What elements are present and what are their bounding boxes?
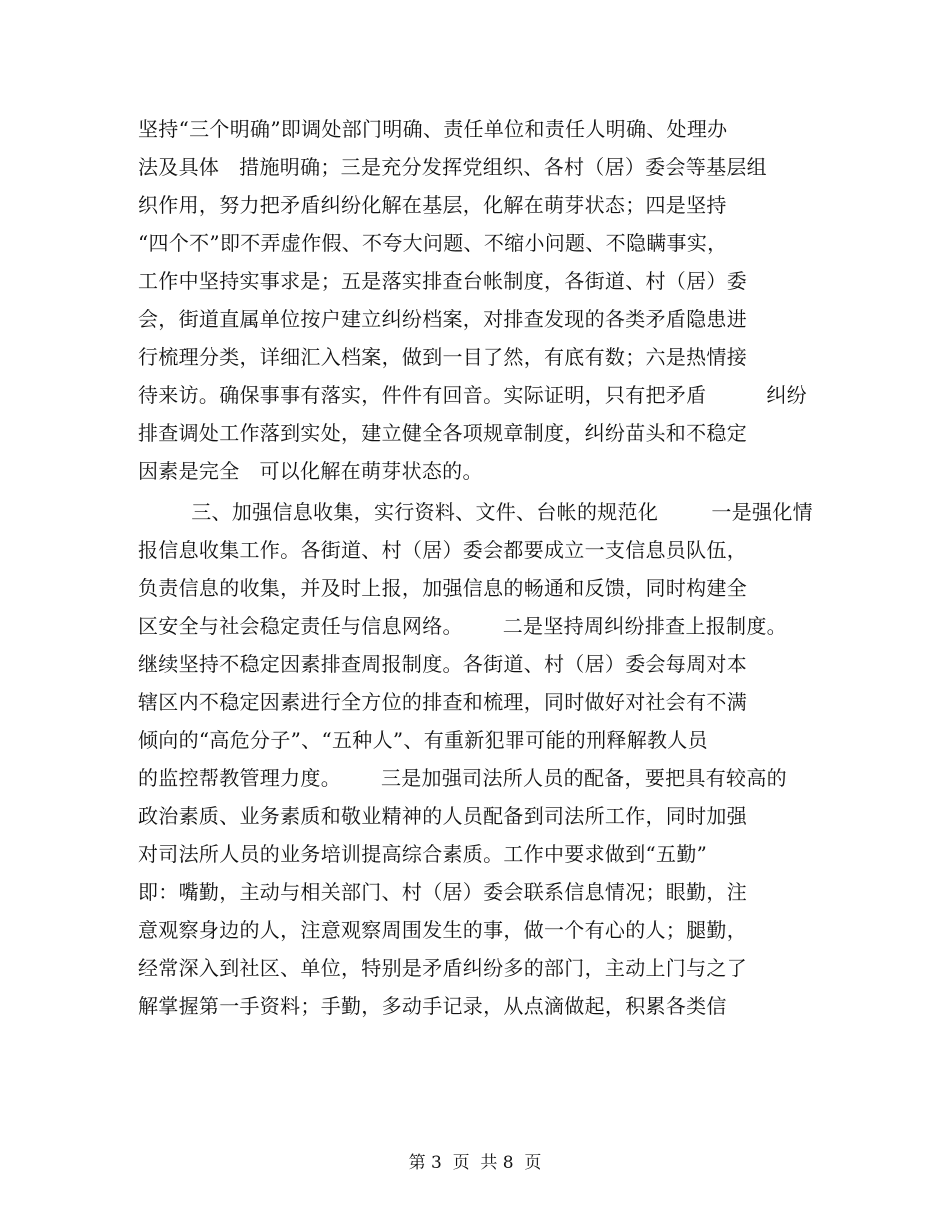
text-line: 负责信息的收集，并及时上报，加强信息的畅通和反馈，同时构建全 [138,576,747,600]
text-line: 报信息收集工作。各街道、村（居）委会都要成立一支信息员队伍， [138,538,747,562]
text-line: 倾向的“高危分子”、“五种人”、有重新犯罪可能的刑释解教人员 [138,728,708,752]
text-line: 排查调处工作落到实处，建立健全各项规章制度，纠纷苗头和不稳定 [138,421,747,445]
text-line: 即：嘴勤，主动与相关部门、村（居）委会联系信息情况；眼勤，注 [138,880,747,904]
text-line: 工作中坚持实事求是；五是落实排查台帐制度，各街道、村（居）委 [138,269,747,293]
section-heading-line: 三、加强信息收集，实行资料、文件、台帐的规范化 一是强化情 [138,500,813,524]
text-line: 会，街道直属单位按户建立纠纷档案，对排查发现的各类矛盾隐患进 [138,307,747,331]
text-line: 待来访。确保事事有落实，件件有回音。实际证明，只有把矛盾 纠纷 [138,383,807,407]
text-line: 解掌握第一手资料；手勤，多动手记录，从点滴做起，积累各类信 [138,994,727,1018]
text-line: 对司法所人员的业务培训提高综合素质。工作中要求做到“五勤” [138,842,708,866]
text-line: 继续坚持不稳定因素排查周报制度。各街道、村（居）委会每周对本 [138,652,747,676]
text-line: 区安全与社会稳定责任与信息网络。 二是坚持周纠纷排查上报制度。 [138,614,787,638]
text-line: 辖区内不稳定因素进行全方位的排查和梳理，同时做好对社会有不满 [138,690,747,714]
text-line: 政治素质、业务素质和敬业精神的人员配备到司法所工作，同时加强 [138,804,747,828]
text-line: 经常深入到社区、单位，特别是矛盾纠纷多的部门，主动上门与之了 [138,956,747,980]
text-line: 法及具体 措施明确；三是充分发挥党组织、各村（居）委会等基层组 [138,155,767,179]
page-footer: 第 3 页 共 8 页 [408,1153,542,1173]
text-line: 因素是完全 可以化解在萌芽状态的。 [138,459,483,483]
text-line: 织作用，努力把矛盾纠纷化解在基层，化解在萌芽状态；四是坚持 [138,193,727,217]
text-line: 行梳理分类，详细汇入档案，做到一目了然，有底有数；六是热情接 [138,345,747,369]
text-line: “四个不”即不弄虚作假、不夸大问题、不缩小问题、不隐瞒事实， [138,231,728,255]
text-line: 意观察身边的人，注意观察周围发生的事，做一个有心的人；腿勤， [138,918,747,942]
text-line: 的监控帮教管理力度。 三是加强司法所人员的配备，要把具有较高的 [138,766,787,790]
text-line: 坚持“三个明确”即调处部门明确、责任单位和责任人明确、处理办 [138,117,728,141]
